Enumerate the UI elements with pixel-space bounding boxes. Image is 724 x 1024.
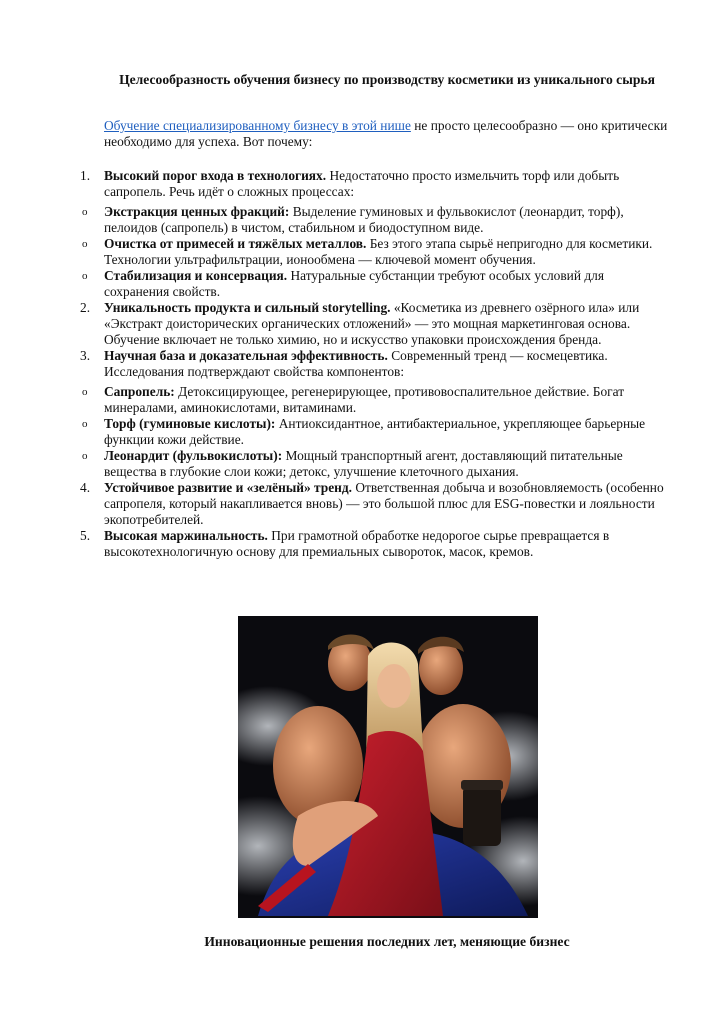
- item-text: При грамотной обработке недорогое сырье превращается в высокотехнологичную основу для премиальных сывороток, масок, кремов.: [104, 528, 610, 559]
- item-heading: Стабилизация и консервация.: [104, 268, 288, 283]
- item-heading: Леонардит (фульвокислоты):: [104, 448, 283, 463]
- item-heading: Экстракция ценных фракций:: [104, 204, 290, 219]
- image-caption: Инновационные решения последних лет, меняющие бизнес: [204, 934, 570, 949]
- list-item: [82, 416, 670, 448]
- bullet-marker: o: [82, 450, 88, 462]
- list-item: [82, 236, 670, 268]
- intro-text: не просто целесообразно — оно критически необходимо для успеха. Вот почему:: [104, 118, 668, 149]
- list-item: [80, 348, 670, 380]
- list-marker: 5.: [80, 528, 91, 543]
- bullet-marker: o: [82, 270, 88, 282]
- item-heading: Высокий порог входа в технологиях.: [104, 168, 327, 183]
- list-item: [82, 448, 670, 480]
- list-item: [80, 480, 670, 528]
- item-heading: Устойчивое развитие и «зелёный» тренд.: [104, 480, 353, 495]
- document-title: Целесообразность обучения бизнесу по производству косметики из уникального сырья: [119, 72, 655, 87]
- reasons-list: [0, 168, 724, 560]
- list-marker: 2.: [80, 300, 91, 315]
- list-item: [80, 528, 670, 560]
- item-heading: Уникальность продукта и сильный storytelling.: [104, 300, 391, 315]
- promo-illustration-art: [238, 616, 538, 918]
- list-marker: 3.: [80, 348, 91, 363]
- item-text: Современный тренд — космецевтика. Исследования подтверждают свойства компонентов:: [104, 348, 608, 379]
- item-heading: Торф (гуминовые кислоты):: [104, 416, 276, 431]
- bullet-marker: o: [82, 206, 88, 218]
- item-text: Антиоксидантное, антибактериальное, укрепляющее барьерные функции кожи действие.: [104, 416, 646, 447]
- promo-illustration: [238, 616, 538, 918]
- list-item: [82, 268, 670, 300]
- intro-paragraph: [104, 118, 670, 150]
- item-text: Выделение гуминовых и фульвокислот (леонардит, торф), пелоидов (сапропель) в чистом, стабильном и биодоступном виде.: [104, 204, 624, 235]
- item-text: Мощный транспортный агент, доставляющий питательные вещества в глубокие слои кожи; детокс, улучшение клеточного дыхания.: [104, 448, 623, 479]
- item-heading: Научная база и доказательная эффективность.: [104, 348, 388, 363]
- item-heading: Сапропель:: [104, 384, 175, 399]
- item-text: Натуральные субстанции требуют особых условий для сохранения свойств.: [104, 268, 605, 299]
- item-text: Детоксицирующее, регенерирующее, противовоспалительное действие. Богат минералами, аминокислотами, витаминами.: [104, 384, 625, 415]
- list-item: [82, 204, 670, 236]
- item-heading: Высокая маржинальность.: [104, 528, 268, 543]
- item-heading: Очистка от примесей и тяжёлых металлов.: [104, 236, 367, 251]
- item-text: «Косметика из древнего озёрного ила» или «Экстракт доисторических органических отложений» — это мощная маркетинговая основа. Обучение включает не только химию, но и искусство упаковки происхождения бренда.: [104, 300, 640, 347]
- bullet-marker: o: [82, 418, 88, 430]
- item-text: Недостаточно просто измельчить торф или добыть сапропель. Речь идёт о сложных процессах:: [104, 168, 620, 199]
- item-text: Без этого этапа сырьё непригодно для косметики. Технологии ультрафильтрации, ионообмена — ключевой момент обучения.: [104, 236, 653, 267]
- list-item: [80, 168, 670, 200]
- list-item: [82, 384, 670, 416]
- list-marker: 4.: [80, 480, 91, 495]
- bullet-marker: o: [82, 386, 88, 398]
- list-marker: 1.: [80, 168, 91, 183]
- bullet-marker: o: [82, 238, 88, 250]
- item-text: Ответственная добыча и возобновляемость (особенно сапропеля, который накапливается вновь) — это большой плюс для ESG-повестки и лояльности экопотребителей.: [104, 480, 664, 527]
- list-item: [80, 300, 670, 348]
- niche-training-link[interactable]: Обучение специализированному бизнесу в этой нише: [104, 118, 411, 133]
